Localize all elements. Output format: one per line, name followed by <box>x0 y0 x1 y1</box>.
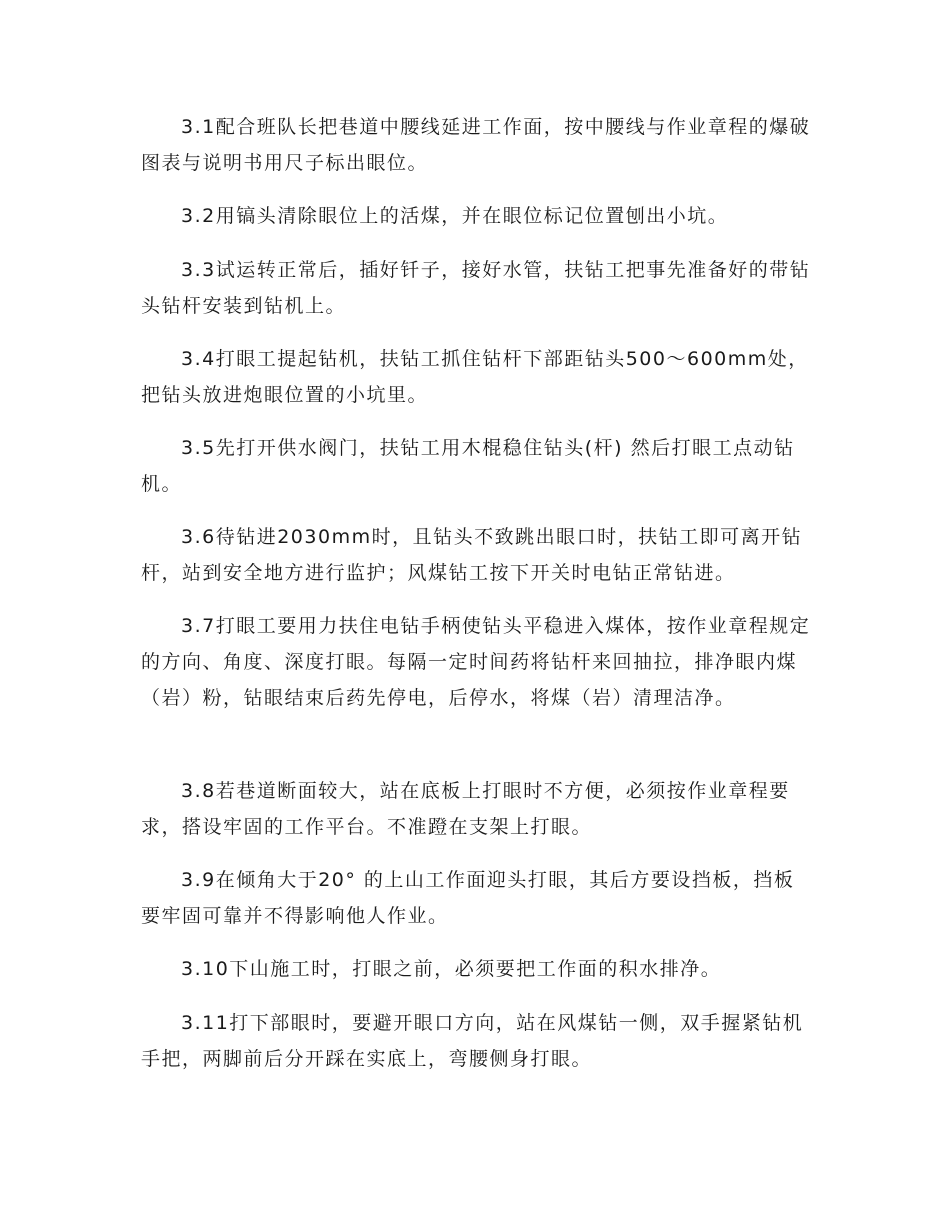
paragraph-3-11: 3.11打下部眼时，要避开眼口方向，站在风煤钻一侧，双手握紧钻机手把，两脚前后分开踩在实底上，弯腰侧身打眼。 <box>141 1012 804 1070</box>
paragraph-3-9: 3.9在倾角大于20° 的上山工作面迎头打眼，其后方要设挡板，挡板要牢固可靠并不得影响他人作业。 <box>141 869 795 927</box>
paragraph-3-1: 3.1配合班队长把巷道中腰线延进工作面，按中腰线与作业章程的爆破图表与说明书用尺子标出眼位。 <box>141 116 811 174</box>
paragraph-3-6: 3.6待钻进2030mm时，且钻头不致跳出眼口时，扶钻工即可离开钻杆，站到安全地方进行监护；风煤钻工按下开关时电钻正常钻进。 <box>141 526 803 584</box>
paragraph-3-3: 3.3试运转正常后，插好钎子，接好水管，扶钻工把事先准备好的带钻头钻杆安装到钻机上。 <box>141 259 811 317</box>
paragraph-3-10: 3.10下山施工时，打眼之前，必须要把工作面的积水排净。 <box>181 958 722 980</box>
paragraph-3-4: 3.4打眼工提起钻机，扶钻工抓住钻杆下部距钻头500～600mm处，把钻头放进炮眼位置的小坑里。 <box>141 348 809 406</box>
paragraph-3-5: 3.5先打开供水阀门，扶钻工用木棍稳住钻头(杆) 然后打眼工点动钻机。 <box>141 437 795 495</box>
paragraph-3-2: 3.2用镐头清除眼位上的活煤，并在眼位标记位置刨出小坑。 <box>181 205 729 227</box>
paragraph-3-8: 3.8若巷道断面较大，站在底板上打眼时不方便，必须按作业章程要求，搭设牢固的工作平台。不准蹬在支架上打眼。 <box>141 780 790 838</box>
paragraph-3-7: 3.7打眼工要用力扶住电钻手柄使钻头平稳进入煤体，按作业章程规定的方向、角度、深度打眼。每隔一定时间药将钻杆来回抽拉，排净眼内煤（岩）粉，钻眼结束后药先停电，后停水，将煤（岩）清理洁净。 <box>141 615 811 709</box>
